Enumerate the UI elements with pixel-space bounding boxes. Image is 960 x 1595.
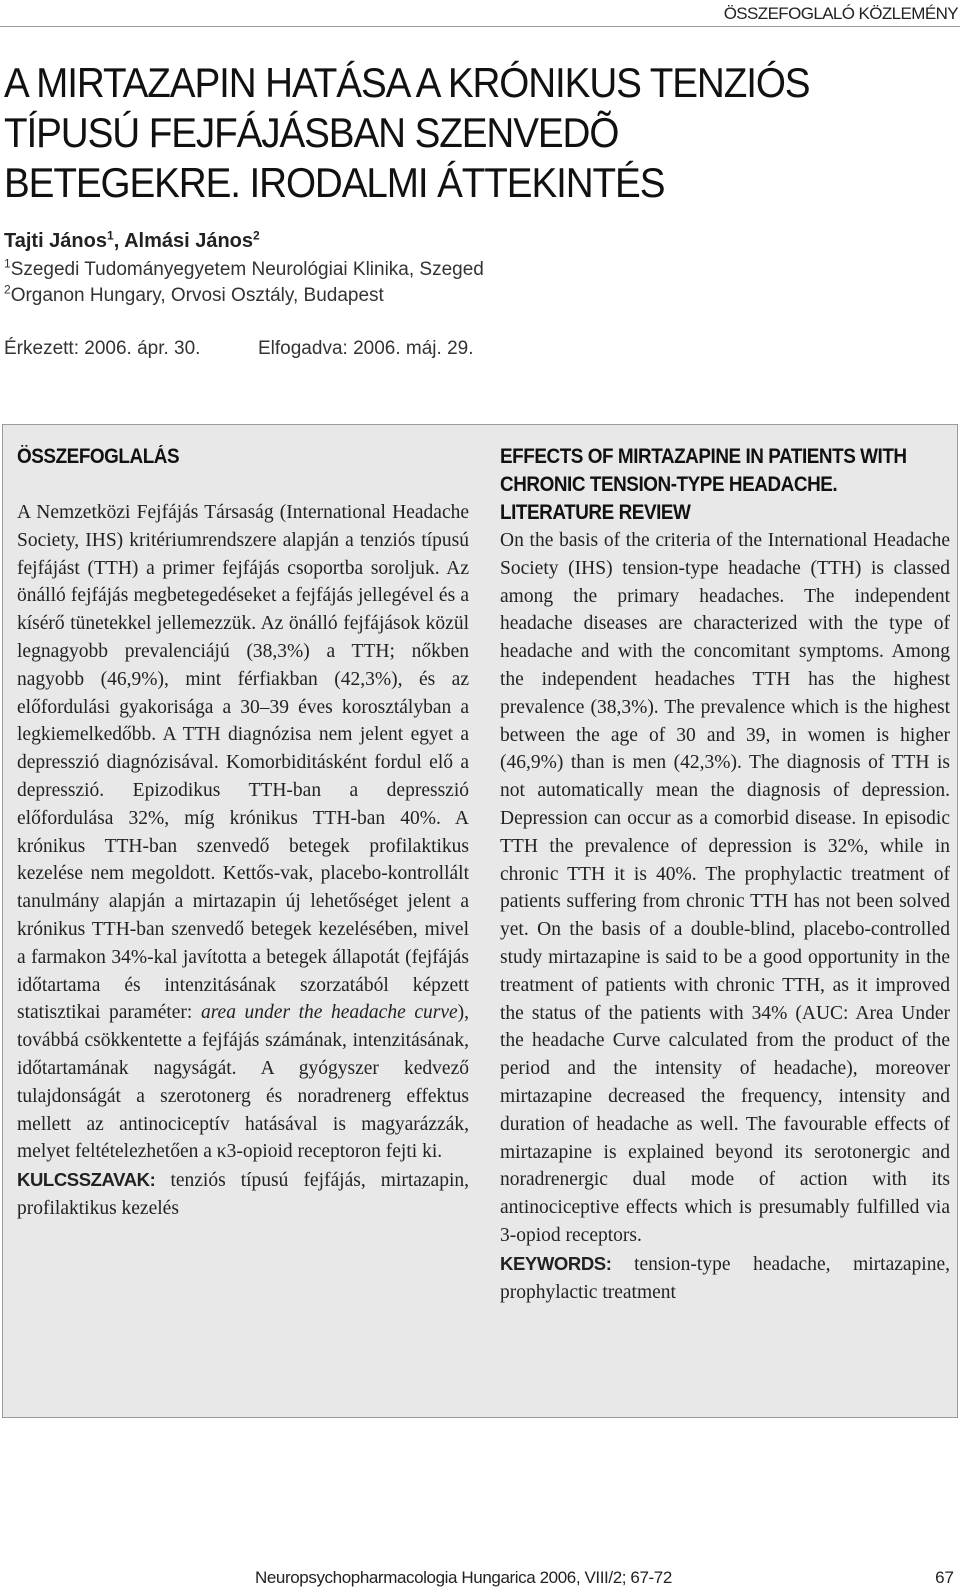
abstract-en-heading-line2: CHRONIC TENSION-TYPE HEADACHE. xyxy=(500,473,838,496)
article-title: A MIRTAZAPIN HATÁSA A KRÓNIKUS TENZIÓS TÍPUSÚ FEJFÁJÁSBAN SZENVEDÕ BETEGEKRE. IRODALMI ÁTTEKINTÉS xyxy=(4,59,810,206)
abstract-hu-body-italic: area under the headache curve xyxy=(200,1002,458,1024)
page-number: 67 xyxy=(935,1568,954,1587)
affiliation-1 xyxy=(4,256,484,281)
abstract-en-heading-line1: EFFECTS OF MIRTAZAPINE IN PATIENTS WITH xyxy=(500,445,907,468)
affiliation-2-mark: 2 xyxy=(4,282,11,297)
abstract-hu-keywords-text: tenziós típusú fejfájás, mirtazapin, profilaktikus kezelés xyxy=(17,1170,469,1219)
author-2: Almási János xyxy=(124,230,254,252)
abstract-box xyxy=(2,424,958,1418)
abstract-hungarian xyxy=(17,443,469,1223)
abstract-english xyxy=(500,443,950,1306)
author-1-affiliation-mark: 1 xyxy=(107,228,114,243)
abstract-en-keywords xyxy=(500,1250,950,1307)
abstract-en-heading-line3: LITERATURE REVIEW xyxy=(500,501,691,524)
received-date: Érkezett: 2006. ápr. 30. xyxy=(4,338,201,359)
abstract-en-keywords-label: KEYWORDS: xyxy=(500,1252,612,1274)
affiliation-2 xyxy=(4,282,384,307)
accepted-date: Elfogadva: 2006. máj. 29. xyxy=(258,338,474,359)
abstract-hu-heading: ÖSSZEFOGLALÁS xyxy=(17,445,180,468)
abstract-hu-body-part1: A Nemzetközi Fejfájás Társaság (International Headache Society, IHS) kritériumrendszere alapján a tenziós típusú fejfájást (TTH) a primer fejfájás csoportba soroljuk. Az önálló fejfájás megbetegedéseket a fejfájás jellegével és a kísérő tünetekkel jellemezzük. Az önálló fejfájások közül legnagyobb prevalenciájú (38,3%) a TTH; nőkben nagyobb (46,9%), mint férfiakban (42,3%), és az előfordulási gyakorisága a 30–39 éves korosztályban a legkiemelkedőbb. A TTH diagnózisa nem jelent egyet a depresszió diagnózisával. Komorbiditásként fordul elő a depresszió. Epizodikus TTH-ban a depresszió előfordulása 32%, míg krónikus TTH-ban 40%. A krónikus TTH-ban szenvedő betegek profilaktikus kezelése nem megoldott. Kettős-vak, placebo-kontrollált tanulmány alapján a mirtazapin új lehetőséget jelent a krónikus TTH-ban szenvedő betegek kezelésében, mivel a farmakon 34%-kal javította a betegek állapotát (fejfájás időtartama és intenzitásának szorzatából képzett statisztikai paraméter: xyxy=(17,502,469,1024)
author-2-affiliation-mark: 2 xyxy=(253,228,260,243)
abstract-hu-body-part2: ), továbbá csökkentette a fejfájás számának, intenzitásának, időtartamának nagyságát. A gyógyszer kedvező tulajdonságát a szerotonerg és noradrenerg effektus mellett az antinociceptív hatásával is magyarázzák, melyet feltételezhetően a κ3-opioid receptoron fejti ki. xyxy=(17,1002,470,1163)
abstract-hu-keywords xyxy=(17,1166,469,1223)
author-1: Tajti János xyxy=(4,230,107,252)
header-rule xyxy=(0,26,960,27)
affiliation-2-text: Organon Hungary, Orvosi Osztály, Budapest xyxy=(10,285,384,306)
affiliation-1-mark: 1 xyxy=(4,256,11,271)
abstract-en-keywords-text: tension-type headache, mirtazapine, prophylactic treatment xyxy=(500,1253,950,1303)
affiliation-1-text: Szegedi Tudományegyetem Neurológiai Klinika, Szeged xyxy=(10,259,484,280)
journal-citation: Neuropsychopharmacologia Hungarica 2006, VIII/2; 67-72 xyxy=(255,1568,672,1587)
abstract-hu-keywords-label: KULCSSZAVAK: xyxy=(17,1169,156,1191)
abstract-en-body: On the basis of the criteria of the International Headache Society (IHS) tension-type headache (TTH) is classed among the primary headaches. The independent headache diseases are characterized with the type of headache and with the concomitant symptoms. Among the independent headaches TTH has the highest prevalence (38,3%). The prevalence which is the highest between the age of 30 and 39, in women is higher (46,9%) than is men (42,3%). The diagnosis of TTH is not automatically mean the diagnosis of depression. Depression can occur as a comorbid disease. In episodic TTH the prevalence of depression is 32%, while in chronic TTH it is 40%. The prophylactic treatment of patients suffering from chronic TTH has not been solved yet. On the basis of a double-blind, placebo-controlled study mirtazapine is said to be a good opportunity in the treatment of patients with chronic TTH, as it improved the status of the patients with 34% (AUC: Area Under the headache Curve calculated from the product of the period and the intensity of headache), moreover mirtazapine decreased the frequency, intensity and duration of headache as well. The favourable effects of mirtazapine is explained beyond its serotonergic and noradrenergic dual mode of action with its antinociceptive effects which is presumably fulfilled via 3-opiod receptors. xyxy=(500,530,950,1246)
authors xyxy=(4,230,260,253)
author-separator: , xyxy=(113,230,125,252)
abstract-hu-body xyxy=(17,499,469,1166)
section-label: ÖSSZEFOGLALÓ KÖZLEMÉNY xyxy=(723,4,958,23)
